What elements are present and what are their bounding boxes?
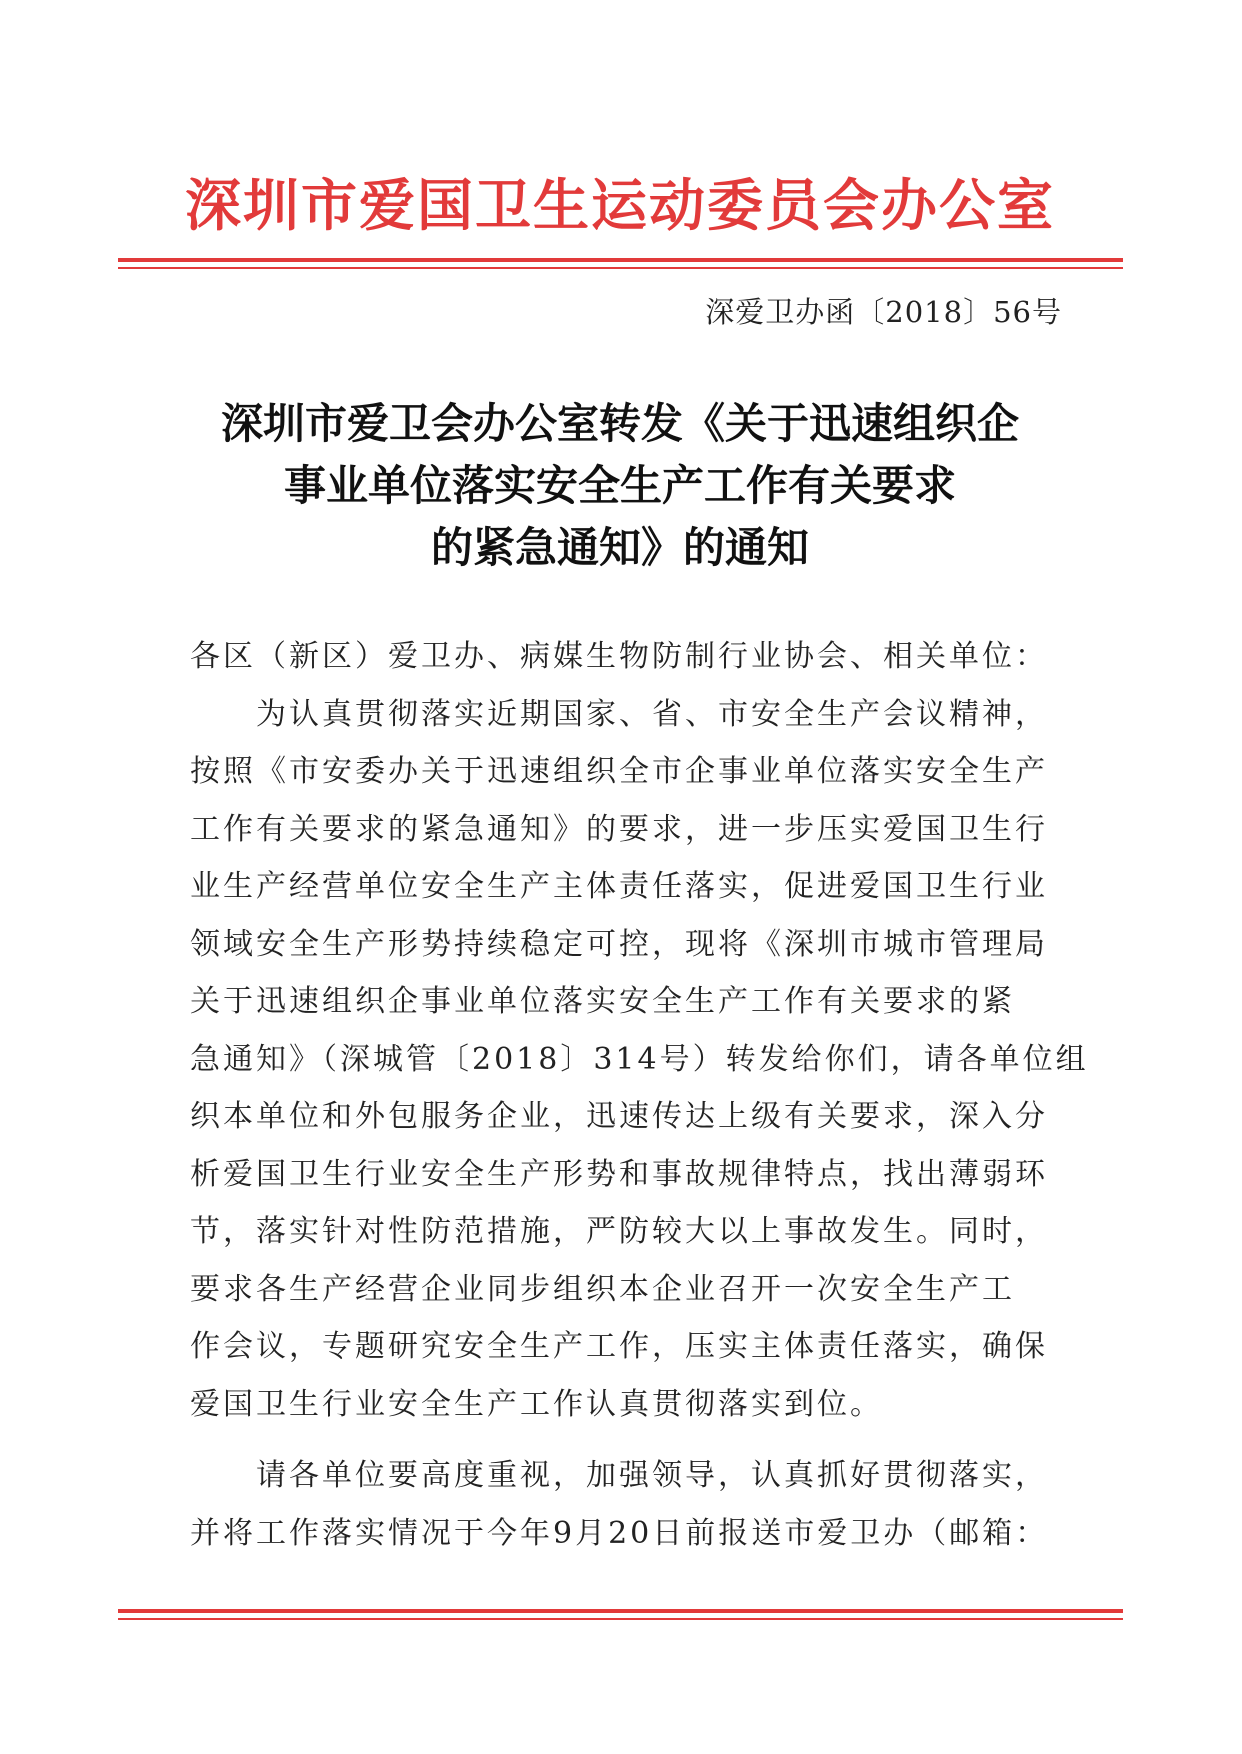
document-title — [140, 393, 1100, 579]
paragraph-spacer — [190, 1433, 1058, 1447]
title-line: 的紧急通知》的通知 — [430, 523, 809, 572]
header-rule-thin — [118, 267, 1123, 269]
footer-rule-thick — [118, 1609, 1123, 1613]
body-line: 领域安全生产形势持续稳定可控，现将《深圳市城市管理局 — [190, 926, 1048, 962]
document-number: 深爱卫办函〔2018〕56号 — [705, 295, 1062, 329]
title-line: 深圳市爱卫会办公室转发《关于迅速组织企 — [220, 399, 1019, 448]
body-line: 爱国卫生行业安全生产工作认真贯彻落实到位。 — [190, 1386, 883, 1422]
body-line: 析爱国卫生行业安全生产形势和事故规律特点，找出薄弱环 — [190, 1156, 1048, 1192]
salutation: 各区（新区）爱卫办、病媒生物防制行业协会、相关单位： — [190, 639, 1048, 674]
body-line: 作会议，专题研究安全生产工作，压实主体责任落实，确保 — [190, 1329, 1048, 1364]
title-line: 事业单位落实安全生产工作有关要求 — [283, 461, 956, 510]
body-line: 请各单位要高度重视，加强领导，认真抓好贯彻落实， — [190, 1458, 1048, 1493]
header-rule-thick — [118, 258, 1123, 262]
body-line: 工作有关要求的紧急通知》的要求，进一步压实爱国卫生行 — [190, 811, 1048, 847]
body-line: 关于迅速组织企事业单位落实安全生产工作有关要求的紧 — [190, 984, 1015, 1019]
org-header-title: 深圳市爱国卫生运动委员会办公室 — [185, 173, 1055, 239]
body-line: 急通知》（深城管〔2018〕314号）转发给你们，请各单位组 — [190, 1041, 1089, 1077]
body-line: 要求各生产经营企业同步组织本企业召开一次安全生产工 — [190, 1271, 1015, 1307]
body-line: 节，落实针对性防范措施，严防较大以上事故发生。同时， — [190, 1214, 1048, 1249]
footer-rule-thin — [118, 1618, 1123, 1620]
body-line: 并将工作落实情况于今年9月20日前报送市爱卫办（邮箱： — [190, 1515, 1049, 1551]
body-line: 业生产经营单位安全生产主体责任落实，促进爱国卫生行业 — [190, 869, 1048, 904]
body-line: 为认真贯彻落实近期国家、省、市安全生产会议精神， — [190, 696, 1048, 732]
body-line: 按照《市安委办关于迅速组织全市企事业单位落实安全生产 — [190, 754, 1048, 789]
body-line: 织本单位和外包服务企业，迅速传达上级有关要求，深入分 — [190, 1099, 1048, 1134]
document-body — [190, 628, 1089, 1562]
